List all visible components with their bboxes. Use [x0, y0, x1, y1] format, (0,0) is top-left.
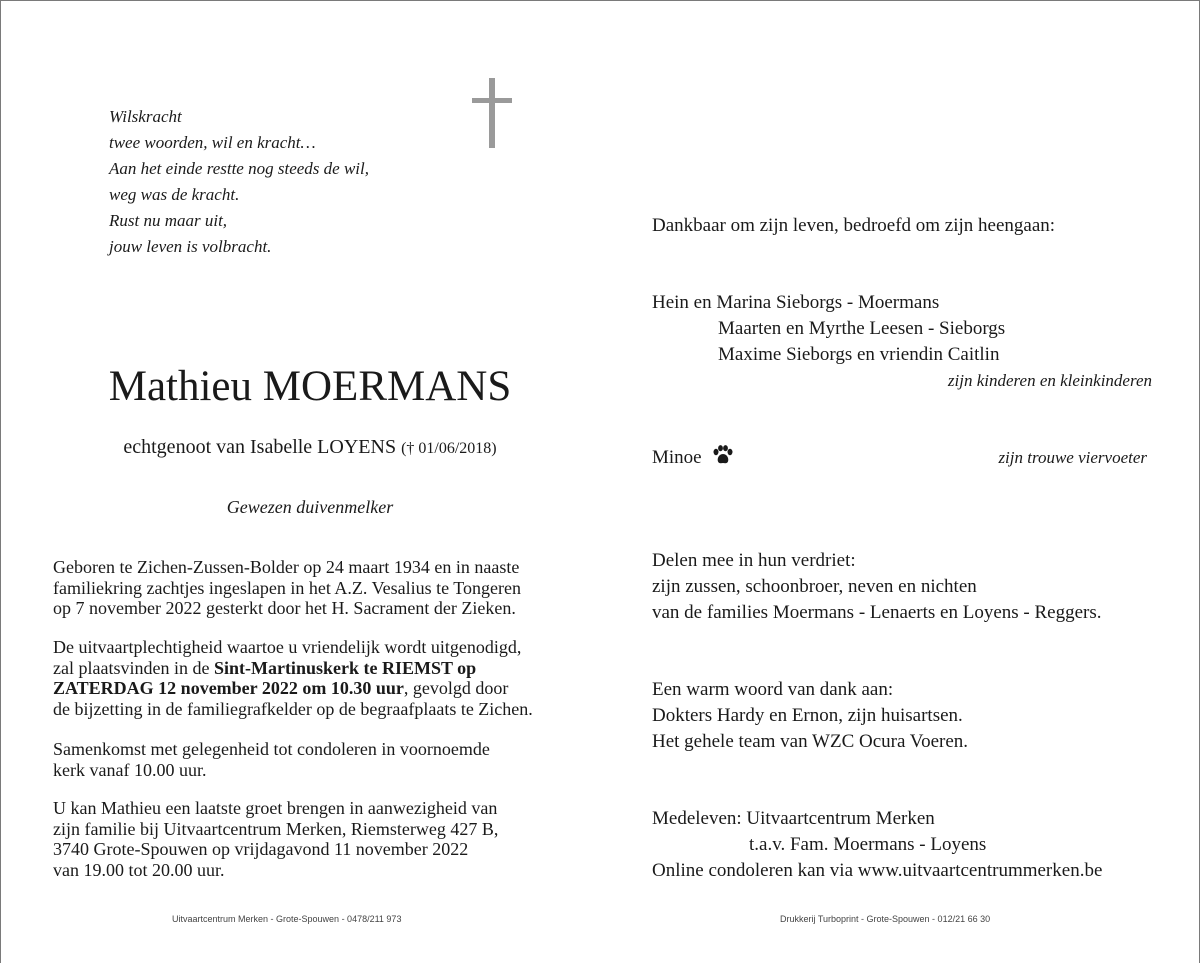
paragraph-line: kerk vanaf 10.00 uur. — [53, 759, 207, 780]
paw-icon — [712, 445, 734, 473]
spouse-line — [0, 433, 620, 463]
sharing-block — [652, 548, 1102, 626]
spouse-text: echtgenoot van Isabelle LOYENS — [123, 436, 397, 458]
grandchild-line: Maarten en Myrthe Leesen - Sieborgs — [718, 318, 1006, 339]
poem-line: weg was de kracht. — [109, 185, 240, 204]
footer-left: Uitvaartcentrum Merken - Grote-Spouwen - 0478/211 973 — [172, 914, 402, 924]
pet-relation: zijn trouwe viervoeter — [998, 448, 1147, 467]
children-line: Hein en Marina Sieborgs - Moermans — [652, 292, 940, 313]
pet-name: Minoe — [652, 447, 702, 468]
paragraph-line: Samenkomst met gelegenheid tot condoleren in voornoemde — [53, 739, 490, 759]
sharing-line: zijn zussen, schoonbroer, neven en nichten — [652, 576, 977, 597]
funeral-paragraph — [53, 637, 533, 719]
visit-paragraph — [53, 798, 498, 880]
cross-icon — [472, 78, 512, 148]
condolence-line: Medeleven: Uitvaartcentrum Merken — [652, 808, 935, 829]
poem — [109, 104, 369, 260]
sharing-line: Delen mee in hun verdriet: — [652, 550, 856, 571]
paragraph-line: 3740 Grote-Spouwen op vrijdagavond 11 november 2022 — [53, 839, 469, 859]
church-name: Sint-Martinuskerk te RIEMST op — [213, 657, 477, 678]
paragraph-line: Geboren te Zichen-Zussen-Bolder op 24 maart 1934 en in naaste — [53, 557, 520, 577]
occupation: Gewezen duivenmelker — [226, 497, 394, 517]
grateful-line: Dankbaar om zijn leven, bedroefd om zijn heengaan: — [652, 215, 1056, 236]
paragraph-line: familiekring zachtjes ingeslapen in het A.Z. Vesalius te Tongeren — [53, 577, 521, 598]
paragraph-line — [53, 678, 533, 699]
funeral-text: , gevolgd door — [403, 678, 509, 698]
funeral-text: zal plaatsvinden in de — [53, 657, 214, 678]
footer-right: Drukkerij Turboprint - Grote-Spouwen - 012/21 66 30 — [780, 914, 991, 924]
paragraph-line: van 19.00 tot 20.00 uur. — [53, 859, 225, 880]
birth-paragraph — [53, 557, 521, 619]
gathering-paragraph — [53, 739, 490, 780]
pet-line — [652, 445, 734, 473]
thanks-line: Het gehele team van WZC Ocura Voeren. — [652, 731, 969, 752]
condolence-block — [652, 806, 1102, 884]
thanks-line: Dokters Hardy en Ernon, zijn huisartsen. — [652, 705, 963, 726]
family-relation: zijn kinderen en kleinkinderen — [947, 371, 1152, 390]
poem-line: twee woorden, wil en kracht… — [109, 133, 316, 152]
poem-line: Wilskracht — [109, 107, 182, 126]
poem-line: jouw leven is volbracht. — [109, 237, 272, 256]
deceased-name: Mathieu MOERMANS — [108, 363, 512, 410]
sharing-line: van de families Moermans - Lenaerts en Loyens - Reggers. — [652, 602, 1102, 623]
paragraph-line: U kan Mathieu een laatste groet brengen in aanwezigheid van — [53, 798, 498, 818]
funeral-date: ZATERDAG 12 november 2022 om 10.30 uur — [53, 678, 404, 698]
paragraph-line — [53, 658, 533, 679]
poem-line: Aan het einde restte nog steeds de wil, — [109, 159, 369, 178]
family-block — [652, 290, 1152, 394]
spouse-dates: († 01/06/2018) — [401, 440, 497, 457]
grandchild-line: Maxime Sieborgs en vriendin Caitlin — [718, 344, 1000, 365]
condolence-line: t.a.v. Fam. Moermans - Loyens — [749, 834, 987, 855]
paragraph-line: op 7 november 2022 gesterkt door het H. Sacrament der Zieken. — [53, 598, 516, 618]
paragraph-line: De uitvaartplechtigheid waartoe u vriendelijk wordt uitgenodigd, — [53, 637, 522, 657]
paragraph-line: de bijzetting in de familiegrafkelder op de begraafplaats te Zichen. — [53, 698, 533, 719]
paragraph-line: zijn familie bij Uitvaartcentrum Merken, Riemsterweg 427 B, — [53, 818, 499, 839]
condolence-website: Online condoleren kan via www.uitvaartcentrummerken.be — [652, 860, 1103, 881]
poem-line: Rust nu maar uit, — [109, 211, 228, 230]
thanks-line: Een warm woord van dank aan: — [652, 679, 894, 700]
thanks-block — [652, 677, 968, 755]
